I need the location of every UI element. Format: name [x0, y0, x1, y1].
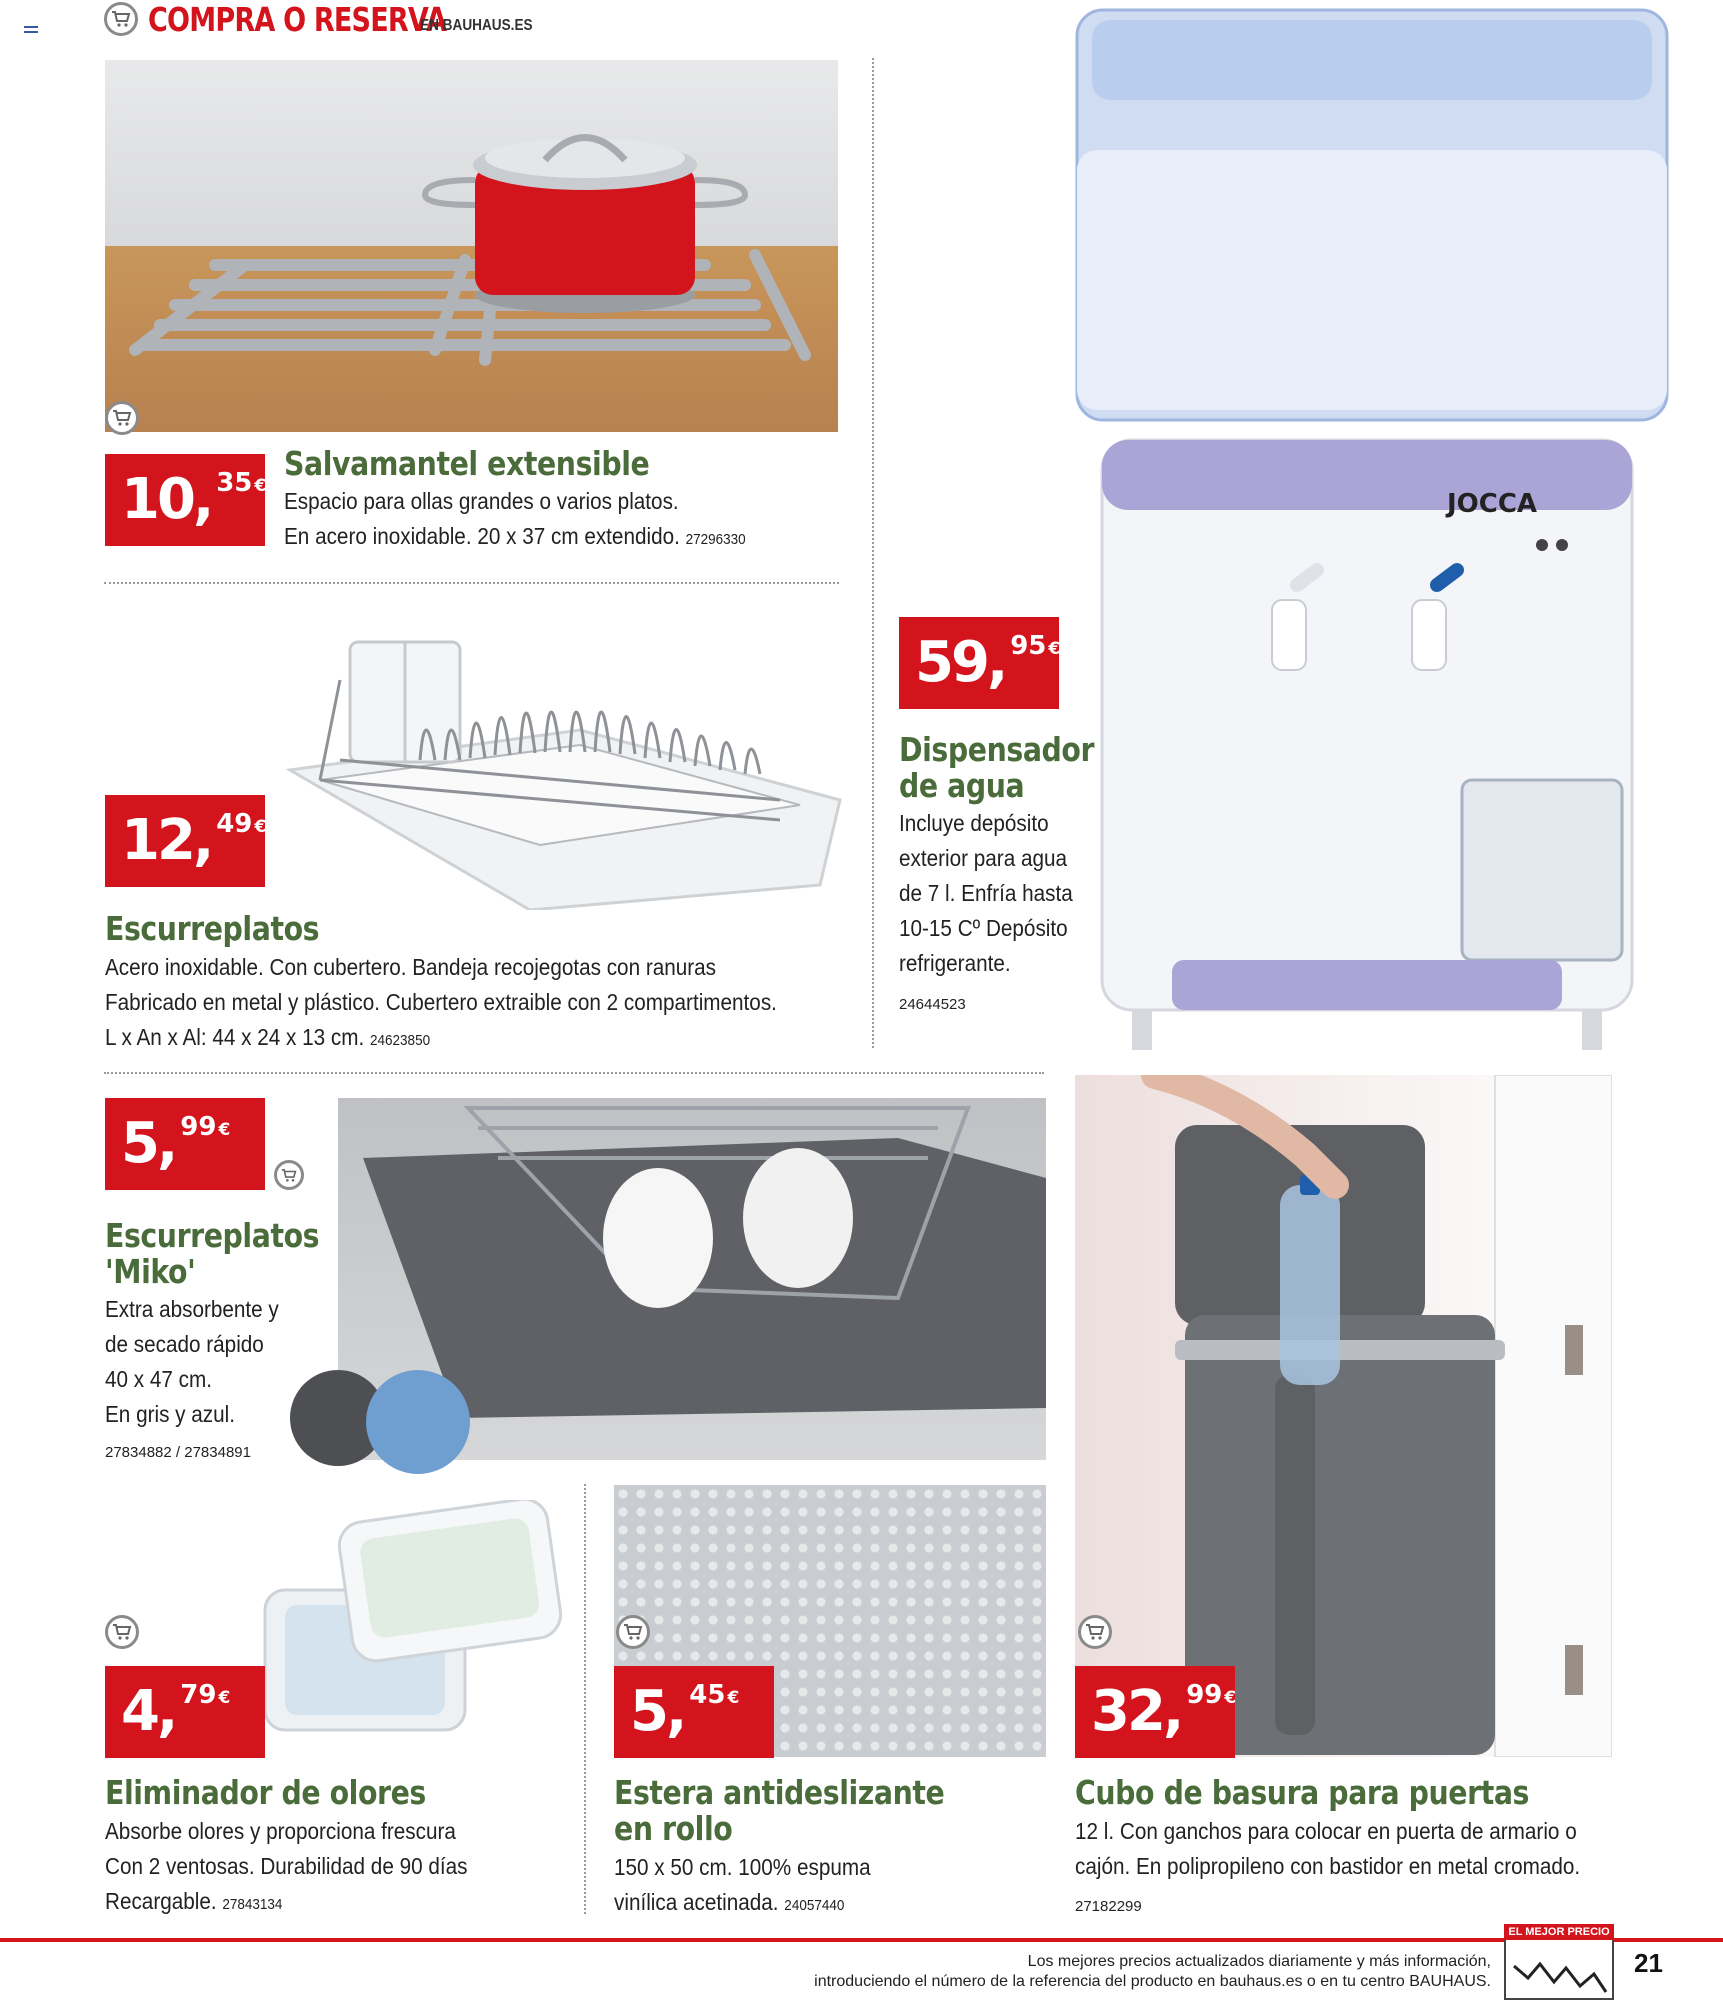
product-reference: 27843134	[222, 1896, 283, 1913]
product-title: Estera antideslizante en rollo	[614, 1773, 945, 1848]
shopping-cart-icon	[105, 1615, 139, 1649]
product-title: Escurreplatos	[105, 909, 320, 948]
water-dispenser-product-image	[1072, 0, 1672, 1080]
shopping-cart-icon	[105, 401, 139, 435]
price-tag: 4 , 79 €	[105, 1666, 265, 1758]
price-tag: 32 , 99 €	[1075, 1666, 1235, 1758]
odor-eliminator-product-image	[255, 1500, 575, 1740]
price-tag: 5 , 45 €	[614, 1666, 774, 1758]
product-description: Espacio para ollas grandes o varios platos. En acero inoxidable. 20 x 37 cm extendido. 27296330	[284, 488, 746, 549]
product-reference: 27296330	[685, 531, 746, 548]
shopping-cart-icon	[616, 1615, 650, 1649]
footer-rule	[0, 1938, 1723, 1942]
product-description: Incluye depósito exterior para agua de 7 l. Enfría hasta 10-15 Cº Depósito refrigerante.	[899, 810, 1073, 976]
price-tag: 59 , 95 €	[899, 617, 1059, 709]
brand-logo: JOCCA	[1446, 489, 1538, 519]
product-reference: 24057440	[784, 1897, 845, 1914]
product-title: Dispensador de agua	[899, 730, 1095, 805]
price-tag: 12 , 49 €	[105, 795, 265, 887]
dish-rack-product-image	[280, 620, 850, 910]
product-description: Absorbe olores y proporciona frescura Con 2 ventosas. Durabilidad de 90 días Recargable. 27843134	[105, 1818, 468, 1914]
shopping-cart-icon	[104, 2, 138, 36]
price-tag: 10 , 35 €	[105, 454, 265, 546]
product-reference: 27834882 / 27834891	[105, 1444, 251, 1461]
column-separator	[584, 1484, 586, 1914]
product-description: 150 x 50 cm. 100% espuma vinílica acetinada. 24057440	[614, 1854, 871, 1915]
product-reference: 24644523	[899, 996, 966, 1013]
page-number: 21	[1634, 1948, 1663, 1978]
footer-note: Los mejores precios actualizados diariamente y más información, introduciendo el número de la referencia del producto en bauhaus.es o en tu centro BAUHAUS.	[814, 1953, 1491, 1990]
row-separator	[104, 582, 839, 584]
shopping-cart-icon	[1078, 1615, 1112, 1649]
product-title: Salvamantel extensible	[284, 444, 650, 483]
price-tag: 5 , 99 €	[105, 1098, 265, 1190]
product-description: 12 l. Con ganchos para colocar en puerta de armario o cajón. En polipropileno con bastidor en metal cromado.	[1075, 1818, 1581, 1879]
product-title: Eliminador de olores	[105, 1773, 426, 1812]
product-description: Acero inoxidable. Con cubertero. Bandeja recojegotas con ranuras Fabricado en metal y plástico. Cubertero extraible con 2 compartimentos. L x An x Al: 44 x 24 x 13 cm. 24623850	[105, 954, 777, 1050]
product-reference: 27182299	[1075, 1898, 1142, 1915]
color-swatch-blue[interactable]	[366, 1370, 470, 1474]
row-separator	[104, 1072, 1044, 1074]
trash-bin-product-image	[1075, 1075, 1612, 1757]
header-subtitle: EN BAUHAUS.ES	[420, 17, 533, 34]
column-separator	[872, 58, 874, 1048]
shopping-cart-icon	[274, 1160, 304, 1190]
menu-icon[interactable]	[24, 26, 38, 38]
product-reference: 24623850	[370, 1032, 431, 1049]
best-price-label: EL MEJOR PRECIO	[1504, 1924, 1614, 1940]
header-title: COMPRA O RESERVA	[148, 0, 447, 39]
trivet-product-image	[105, 60, 838, 432]
product-description: Extra absorbente y de secado rápido 40 x 47 cm. En gris y azul.	[105, 1296, 279, 1427]
product-title: Escurreplatos 'Miko'	[105, 1216, 320, 1291]
product-title: Cubo de basura para puertas	[1075, 1773, 1530, 1812]
